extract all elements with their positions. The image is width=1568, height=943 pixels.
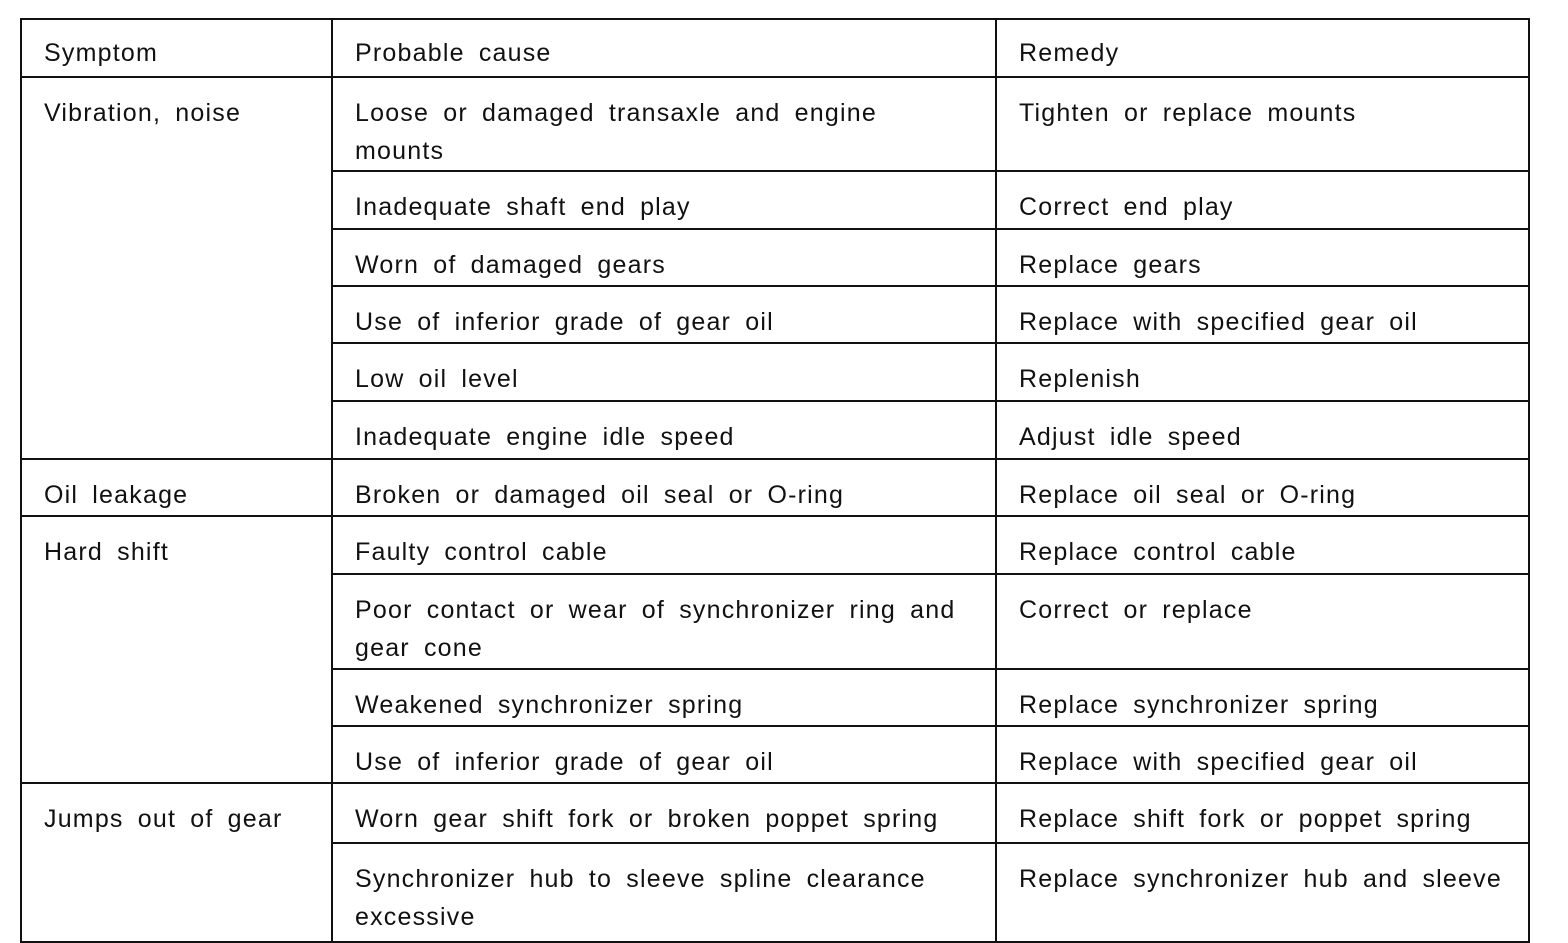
table-row	[21, 783, 1529, 843]
cause-cell: Use of inferior grade of gear oil	[332, 286, 996, 343]
symptom-cell: Vibration, noise	[21, 77, 332, 171]
symptom-cell	[21, 843, 332, 942]
symptom-cell: Oil leakage	[21, 459, 332, 516]
remedy-cell: Replace oil seal or O-ring	[996, 459, 1529, 516]
symptom-cell	[21, 726, 332, 783]
table-row	[21, 343, 1529, 401]
remedy-cell: Replace synchronizer hub and sleeve	[996, 843, 1529, 942]
remedy-cell: Replace shift fork or poppet spring	[996, 783, 1529, 843]
table-header-row	[21, 19, 1529, 77]
table-row	[21, 516, 1529, 574]
symptom-cell	[21, 171, 332, 229]
remedy-cell: Replace with specified gear oil	[996, 726, 1529, 783]
cause-cell: Broken or damaged oil seal or O-ring	[332, 459, 996, 516]
header-probable-cause: Probable cause	[332, 19, 996, 77]
header-symptom: Symptom	[21, 19, 332, 77]
remedy-cell: Replace synchronizer spring	[996, 669, 1529, 726]
header-remedy: Remedy	[996, 19, 1529, 77]
table-row	[21, 574, 1529, 669]
cause-cell: Use of inferior grade of gear oil	[332, 726, 996, 783]
remedy-cell: Adjust idle speed	[996, 401, 1529, 459]
cause-cell: Low oil level	[332, 343, 996, 401]
cause-cell: Worn of damaged gears	[332, 229, 996, 286]
table-row	[21, 669, 1529, 726]
table-row	[21, 229, 1529, 286]
table-row	[21, 401, 1529, 459]
table-row	[21, 726, 1529, 783]
table-row	[21, 843, 1529, 942]
cause-cell: Faulty control cable	[332, 516, 996, 574]
symptom-cell	[21, 343, 332, 401]
symptom-cell	[21, 401, 332, 459]
cause-cell: Synchronizer hub to sleeve spline clearance excessive	[332, 843, 996, 942]
table-row	[21, 77, 1529, 171]
cause-cell: Poor contact or wear of synchronizer ring and gear cone	[332, 574, 996, 669]
table-row	[21, 286, 1529, 343]
symptom-cell	[21, 229, 332, 286]
cause-cell: Inadequate engine idle speed	[332, 401, 996, 459]
remedy-cell: Tighten or replace mounts	[996, 77, 1529, 171]
cause-cell: Weakened synchronizer spring	[332, 669, 996, 726]
remedy-cell: Correct or replace	[996, 574, 1529, 669]
symptom-cell: Jumps out of gear	[21, 783, 332, 843]
symptom-cell	[21, 286, 332, 343]
cause-cell: Loose or damaged transaxle and engine mounts	[332, 77, 996, 171]
remedy-cell: Replace control cable	[996, 516, 1529, 574]
symptom-cell: Hard shift	[21, 516, 332, 574]
cause-cell: Inadequate shaft end play	[332, 171, 996, 229]
remedy-cell: Replace gears	[996, 229, 1529, 286]
remedy-cell: Correct end play	[996, 171, 1529, 229]
remedy-cell: Replace with specified gear oil	[996, 286, 1529, 343]
symptom-cell	[21, 574, 332, 669]
table-row	[21, 459, 1529, 516]
cause-cell: Worn gear shift fork or broken poppet spring	[332, 783, 996, 843]
symptom-cell	[21, 669, 332, 726]
table-row	[21, 171, 1529, 229]
troubleshooting-table	[20, 18, 1530, 943]
remedy-cell: Replenish	[996, 343, 1529, 401]
